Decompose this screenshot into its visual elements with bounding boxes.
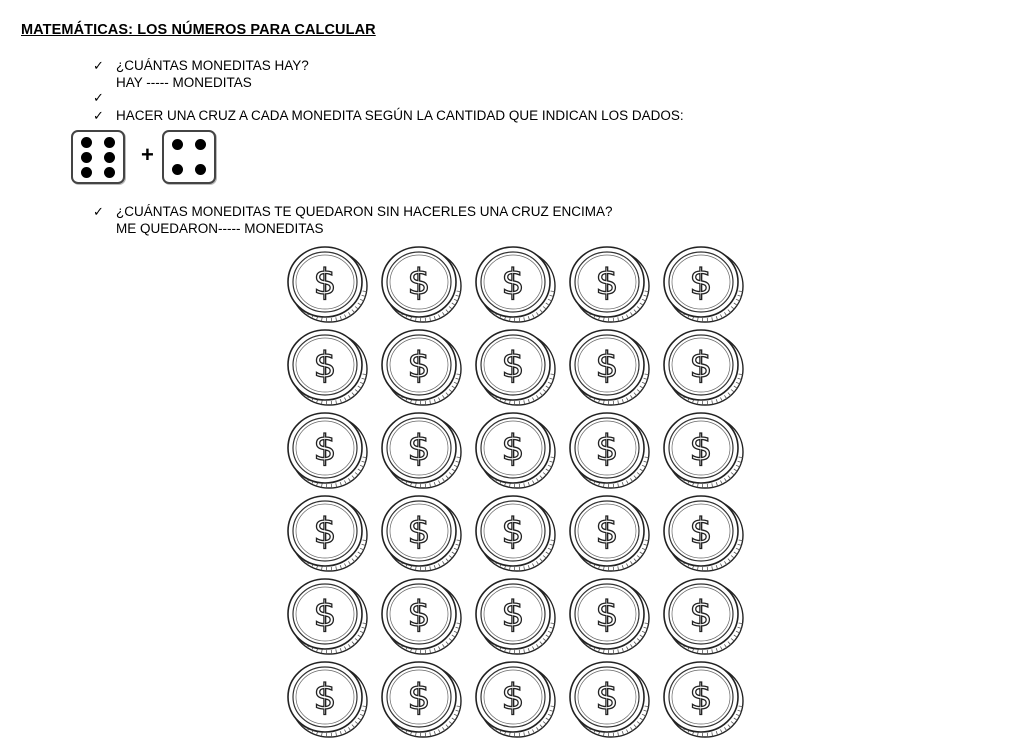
coin-icon	[283, 576, 371, 658]
coin-icon	[659, 410, 747, 492]
svg-text:$: $	[690, 511, 713, 552]
coin-icon	[659, 244, 747, 326]
check-icon: ✓	[93, 107, 116, 124]
coin-icon	[659, 576, 747, 658]
die-pip	[172, 139, 183, 150]
svg-text:$: $	[596, 345, 619, 386]
svg-text:$: $	[596, 511, 619, 552]
die-pip	[195, 139, 206, 150]
check-icon: ✓	[93, 57, 116, 74]
die-pip	[104, 152, 115, 163]
coin-icon	[283, 244, 371, 326]
coin-icon	[565, 576, 653, 658]
svg-text:$: $	[408, 594, 431, 635]
svg-text:$: $	[502, 428, 525, 469]
worksheet-title: MATEMÁTICAS: LOS NÚMEROS PARA CALCULAR	[21, 22, 376, 38]
coin-icon	[565, 327, 653, 409]
answer-2-text: ME QUEDARON----- MONEDITAS	[116, 220, 324, 237]
coin-icon	[659, 659, 747, 741]
svg-text:$: $	[408, 511, 431, 552]
svg-text:$: $	[690, 345, 713, 386]
question-1-text: ¿CUÁNTAS MONEDITAS HAY?	[116, 57, 309, 74]
die-pip	[81, 137, 92, 148]
svg-text:$: $	[314, 511, 337, 552]
coin-icon	[471, 576, 559, 658]
svg-text:$: $	[596, 262, 619, 303]
die-four	[162, 130, 216, 184]
coin-icon	[283, 327, 371, 409]
coin-icon	[283, 493, 371, 575]
svg-text:$: $	[314, 594, 337, 635]
instruction-text: HACER UNA CRUZ A CADA MONEDITA SEGÚN LA CANTIDAD QUE INDICAN LOS DADOS:	[116, 107, 684, 124]
svg-text:$: $	[408, 262, 431, 303]
svg-text:$: $	[690, 262, 713, 303]
coin-icon	[659, 493, 747, 575]
coin-icon	[377, 493, 465, 575]
coin-icon	[471, 493, 559, 575]
empty-check-item	[93, 89, 116, 106]
coin-icon	[565, 244, 653, 326]
coin-icon	[565, 410, 653, 492]
coin-icon	[471, 659, 559, 741]
plus-sign: +	[141, 142, 154, 168]
coin-icon	[565, 659, 653, 741]
question-1-item	[93, 57, 309, 74]
die-pip	[81, 152, 92, 163]
coin-icon	[377, 410, 465, 492]
svg-text:$: $	[314, 428, 337, 469]
die-pip	[81, 167, 92, 178]
svg-text:$: $	[408, 428, 431, 469]
coin-icon	[471, 410, 559, 492]
svg-text:$: $	[408, 345, 431, 386]
question-2-text: ¿CUÁNTAS MONEDITAS TE QUEDARON SIN HACERLES UNA CRUZ ENCIMA?	[116, 203, 613, 220]
coin-icon	[471, 327, 559, 409]
svg-text:$: $	[596, 428, 619, 469]
svg-text:$: $	[502, 677, 525, 718]
svg-text:$: $	[596, 594, 619, 635]
coin-icon	[283, 410, 371, 492]
die-six	[71, 130, 125, 184]
coin-icon	[471, 244, 559, 326]
svg-text:$: $	[690, 428, 713, 469]
question-2-item	[93, 203, 613, 220]
coin-icon	[377, 576, 465, 658]
coin-icon	[565, 493, 653, 575]
check-icon: ✓	[93, 89, 116, 106]
svg-text:$: $	[690, 594, 713, 635]
svg-text:$: $	[502, 345, 525, 386]
svg-text:$: $	[502, 511, 525, 552]
coin-icon	[659, 327, 747, 409]
coin-icon	[283, 659, 371, 741]
instruction-item	[93, 107, 684, 124]
check-icon: ✓	[93, 203, 116, 220]
svg-text:$: $	[502, 262, 525, 303]
die-pip	[104, 167, 115, 178]
die-pip	[104, 137, 115, 148]
coin-grid	[283, 244, 753, 744]
svg-text:$: $	[314, 677, 337, 718]
coin-icon	[377, 327, 465, 409]
svg-text:$: $	[314, 345, 337, 386]
coin-icon	[377, 659, 465, 741]
coin-icon	[377, 244, 465, 326]
svg-text:$: $	[596, 677, 619, 718]
answer-1-text: HAY ----- MONEDITAS	[116, 74, 252, 91]
svg-text:$: $	[502, 594, 525, 635]
die-pip	[172, 164, 183, 175]
die-pip	[195, 164, 206, 175]
svg-text:$: $	[690, 677, 713, 718]
svg-text:$: $	[408, 677, 431, 718]
svg-text:$: $	[314, 262, 337, 303]
